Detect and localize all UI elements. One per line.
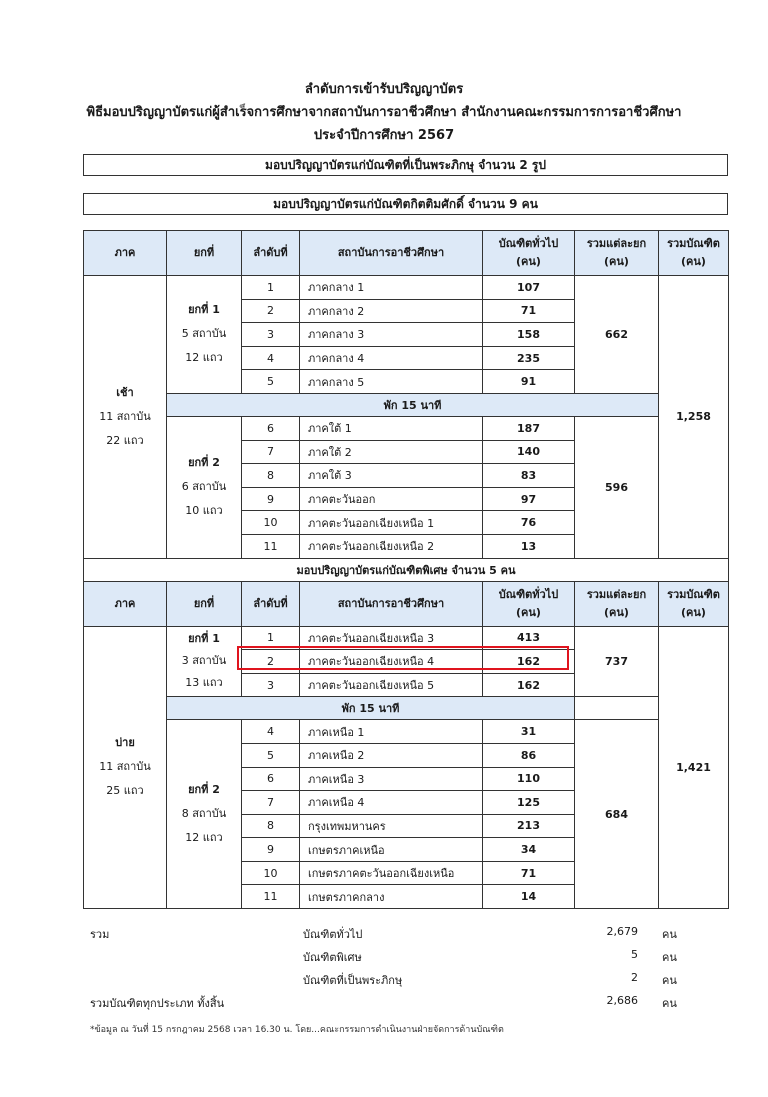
morning-round1-cell: ยกที่ 1 5 สถาบัน 12 แถว bbox=[167, 276, 242, 394]
table-row: 8 ภาคใต้ 3 83 bbox=[84, 464, 729, 488]
table-row: 10 ภาคตะวันออกเฉียงเหนือ 1 76 bbox=[84, 511, 729, 535]
morning-break-row: พัก 15 นาที bbox=[84, 393, 729, 416]
table-row: 9 ภาคตะวันออก 97 bbox=[84, 487, 729, 511]
summary-general-label: บัณฑิตทั่วไป bbox=[303, 928, 363, 941]
summary-special-label: บัณฑิตพิเศษ bbox=[303, 951, 362, 964]
afternoon-round2-cell: ยกที่ 2 8 สถาบัน 12 แถว bbox=[167, 720, 242, 909]
summary-unit: คน bbox=[662, 951, 677, 964]
summary-grand-label: รวมบัณฑิตทุกประเภท ทั้งสิ้น bbox=[90, 997, 225, 1010]
table-row: 10 เกษตรภาคตะวันออกเฉียงเหนือ 71 bbox=[84, 861, 729, 885]
table-row: 5 ภาคกลาง 5 91 bbox=[84, 370, 729, 394]
col-region: ภาค bbox=[84, 231, 167, 276]
morning-region-cell: เช้า 11 สถาบัน 22 แถว bbox=[84, 276, 167, 559]
summary-special-value: 5 bbox=[631, 948, 638, 961]
afternoon-break-row: พัก 15 นาที bbox=[84, 697, 729, 720]
table-row: 9 เกษตรภาคเหนือ 34 bbox=[84, 838, 729, 862]
table-row: 11 ภาคตะวันออกเฉียงเหนือ 2 13 bbox=[84, 534, 729, 558]
highlight-box bbox=[237, 646, 569, 670]
honorary-graduates-box: มอบปริญญาบัตรแก่บัณฑิตกิตติมศักดิ์ จำนวน 9 คน bbox=[83, 193, 728, 215]
table-row: เช้า 11 สถาบัน 22 แถว ยกที่ 1 5 สถาบัน 12 แถว 1 ภาคกลาง 1 107 662 1,258 bbox=[84, 276, 729, 300]
afternoon-region-cell: บ่าย 11 สถาบัน 25 แถว bbox=[84, 626, 167, 909]
col-round: ยกที่ bbox=[167, 231, 242, 276]
morning-total: 1,258 bbox=[659, 276, 729, 559]
table-header-afternoon: ภาค ยกที่ ลำดับที่ สถาบันการอาชีวศึกษา บัณฑิตทั่วไป (คน) รวมแต่ละยก (คน) รวมบัณฑิต (คน) bbox=[84, 581, 729, 626]
table-row: 6 ภาคเหนือ 3 110 bbox=[84, 767, 729, 791]
schedule-table bbox=[83, 230, 729, 909]
morning-round2-cell: ยกที่ 2 6 สถาบัน 10 แถว bbox=[167, 416, 242, 558]
table-row: 4 ภาคกลาง 4 235 bbox=[84, 346, 729, 370]
col-general: บัณฑิตทั่วไป (คน) bbox=[483, 231, 575, 276]
table-row: บ่าย 11 สถาบัน 25 แถว ยกที่ 1 3 สถาบัน 13 แถว 1 ภาคตะวันออกเฉียงเหนือ 3 413 737 1,421 bbox=[84, 626, 729, 650]
table-row: 11 เกษตรภาคกลาง 14 bbox=[84, 885, 729, 909]
table-row: 2 ภาคกลาง 2 71 bbox=[84, 299, 729, 323]
col-institution: สถาบันการอาชีวศึกษา bbox=[300, 231, 483, 276]
col-order: ลำดับที่ bbox=[242, 231, 300, 276]
doc-title: ลำดับการเข้ารับปริญญาบัตร bbox=[304, 82, 464, 97]
summary-monk-label: บัณฑิตที่เป็นพระภิกษุ bbox=[303, 974, 403, 987]
table-row: ยกที่ 2 6 สถาบัน 10 แถว 6 ภาคใต้ 1 187 596 bbox=[84, 416, 729, 440]
table-row: ยกที่ 2 8 สถาบัน 12 แถว 4 ภาคเหนือ 1 31 684 bbox=[84, 720, 729, 744]
afternoon-round1-cell: ยกที่ 1 3 สถาบัน 13 แถว bbox=[167, 626, 242, 697]
morning-round2-sum: 596 bbox=[575, 416, 659, 558]
footnote: *ข้อมูล ณ วันที่ 15 กรกฎาคม 2568 เวลา 16.30 น. โดย...คณะกรรมการดำเนินงานฝ่ายจัดการด้านบัณฑิต bbox=[90, 1025, 504, 1035]
table-row: 3 ภาคกลาง 3 158 bbox=[84, 323, 729, 347]
summary-general-value: 2,679 bbox=[606, 925, 638, 938]
table-row: 8 กรุงเทพมหานคร 213 bbox=[84, 814, 729, 838]
summary-monk-value: 2 bbox=[631, 971, 638, 984]
table-row: 5 ภาคเหนือ 2 86 bbox=[84, 743, 729, 767]
summary-unit: คน bbox=[662, 928, 677, 941]
summary-label: รวม bbox=[90, 928, 110, 941]
table-row-highlighted: 2 ภาคตะวันออกเฉียงเหนือ 4 162 bbox=[84, 650, 729, 674]
monk-graduates-box: มอบปริญญาบัตรแก่บัณฑิตที่เป็นพระภิกษุ จำนวน 2 รูป bbox=[83, 154, 728, 176]
summary-unit: คน bbox=[662, 974, 677, 987]
afternoon-round2-sum: 684 bbox=[575, 720, 659, 909]
doc-subtitle: พิธีมอบปริญญาบัตรแก่ผู้สำเร็จการศึกษาจากสถาบันการอาชีวศึกษา สำนักงานคณะกรรมการการอาชีวศึกษา bbox=[86, 105, 682, 120]
col-total: รวมบัณฑิต (คน) bbox=[659, 231, 729, 276]
afternoon-round1-sum: 737 bbox=[575, 626, 659, 697]
summary-unit: คน bbox=[662, 997, 677, 1010]
summary-grand-value: 2,686 bbox=[606, 994, 638, 1007]
table-row: 7 ภาคใต้ 2 140 bbox=[84, 440, 729, 464]
table-row: 3 ภาคตะวันออกเฉียงเหนือ 5 162 bbox=[84, 673, 729, 697]
morning-round1-sum: 662 bbox=[575, 276, 659, 394]
special-graduates-band: มอบปริญญาบัตรแก่บัณฑิตพิเศษ จำนวน 5 คน bbox=[84, 558, 729, 581]
table-row: 7 ภาคเหนือ 4 125 bbox=[84, 791, 729, 815]
doc-year: ประจำปีการศึกษา 2567 bbox=[313, 128, 455, 143]
col-per-round: รวมแต่ละยก (คน) bbox=[575, 231, 659, 276]
afternoon-total: 1,421 bbox=[659, 626, 729, 909]
table-header-morning bbox=[84, 231, 729, 276]
